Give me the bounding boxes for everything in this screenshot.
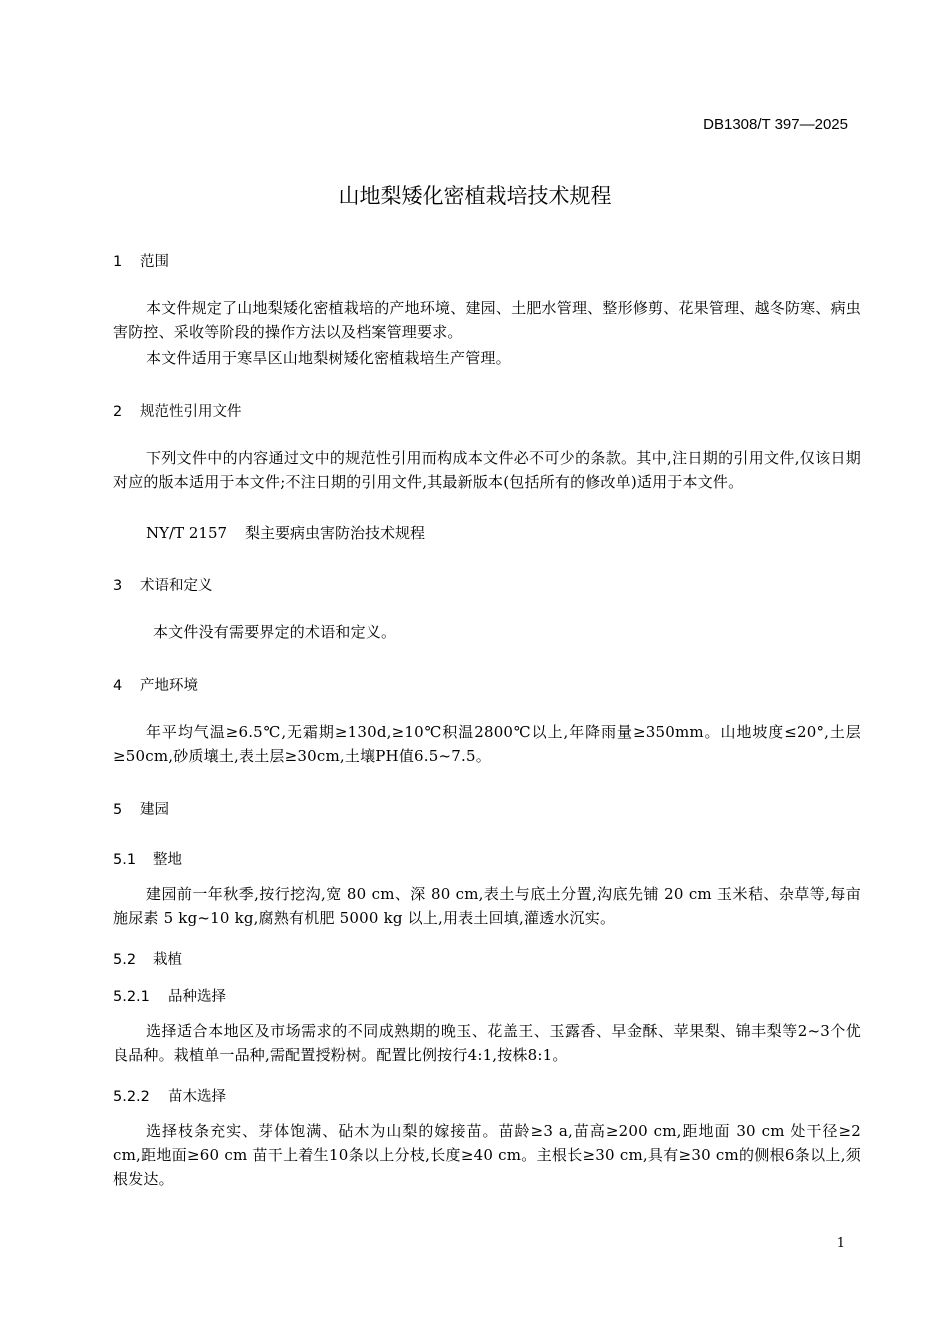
- section-3-paragraph-1: 本文件没有需要界定的术语和定义。: [153, 623, 397, 641]
- section-5-2-1-paragraph-1: 选择适合本地区及市场需求的不同成熟期的晚玉、花盖王、玉露香、早金酥、苹果梨、锦丰梨等2~3个优良品种。栽植单一品种,需配置授粉树。配置比例按行4:1,按株8:1。: [113, 1022, 861, 1064]
- section-5-2-1-heading: [113, 985, 226, 1006]
- section-2-heading: [113, 400, 242, 421]
- reference-code: NY/T 2157: [146, 524, 228, 542]
- section-2-paragraph-1: 下列文件中的内容通过文中的规范性引用而构成本文件必不可少的条款。其中,注日期的引用文件,仅该日期对应的版本适用于本文件;不注日期的引用文件,其最新版本(包括所有的修改单)适用于本文件。: [113, 449, 861, 491]
- section-number: 5: [113, 802, 123, 818]
- reference-title: 梨主要病虫害防治技术规程: [245, 524, 426, 542]
- document-title: 山地梨矮化密植栽培技术规程: [338, 184, 612, 208]
- section-1-paragraph-2: 本文件适用于寒旱区山地梨树矮化密植栽培生产管理。: [146, 349, 511, 367]
- section-1-heading: [113, 250, 169, 271]
- section-1-paragraph-1: 本文件规定了山地梨矮化密植栽培的产地环境、建园、土肥水管理、整形修剪、花果管理、越冬防寒、病虫害防控、采收等阶段的操作方法以及档案管理要求。: [113, 299, 861, 341]
- section-number: 5.2.2: [113, 1089, 150, 1105]
- section-title: 范围: [140, 254, 169, 270]
- section-title: 术语和定义: [140, 578, 213, 594]
- section-title: 品种选择: [168, 989, 226, 1005]
- section-5-2-2-heading: [113, 1085, 226, 1106]
- section-title: 规范性引用文件: [140, 404, 242, 420]
- section-number: 5.1: [113, 852, 137, 868]
- section-number: 1: [113, 254, 123, 270]
- section-title: 整地: [153, 852, 182, 868]
- section-4-paragraph-1: 年平均气温≥6.5℃,无霜期≥130d,≥10℃积温2800℃以上,年降雨量≥350mm。山地坡度≤20°,土层≥50cm,砂质壤土,表土层≥30cm,土壤PH值6.5~7.5。: [113, 723, 861, 765]
- section-5-2-heading: [113, 948, 182, 969]
- section-4-heading: [113, 674, 198, 695]
- section-5-heading: [113, 798, 169, 819]
- section-number: 5.2: [113, 952, 137, 968]
- normative-reference: [146, 522, 425, 543]
- section-number: 5.2.1: [113, 989, 150, 1005]
- section-number: 3: [113, 578, 123, 594]
- section-number: 2: [113, 404, 123, 420]
- standard-code: DB1308/T 397—2025: [703, 116, 848, 133]
- section-title: 建园: [140, 802, 169, 818]
- section-title: 栽植: [153, 952, 182, 968]
- section-title: 产地环境: [140, 678, 198, 694]
- section-title: 苗木选择: [168, 1089, 226, 1105]
- section-5-2-2-paragraph-1: 选择枝条充实、芽体饱满、砧木为山梨的嫁接苗。苗龄≥3 a,苗高≥200 cm,距地面 30 cm 处干径≥2 cm,距地面≥60 cm 苗干上着生10条以上分枝,长度≥40 cm。主根长≥30 cm,具有≥30 cm的侧根6条以上,须根发达。: [113, 1122, 861, 1188]
- section-5-1-heading: [113, 848, 182, 869]
- section-5-1-paragraph-1: 建园前一年秋季,按行挖沟,宽 80 cm、深 80 cm,表土与底土分置,沟底先铺 20 cm 玉米秸、杂草等,每亩施尿素 5 kg~10 kg,腐熟有机肥 5000 kg 以上,用表土回填,灌透水沉实。: [113, 885, 861, 927]
- section-number: 4: [113, 678, 123, 694]
- page-number: 1: [836, 1236, 845, 1251]
- section-3-heading: [113, 574, 213, 595]
